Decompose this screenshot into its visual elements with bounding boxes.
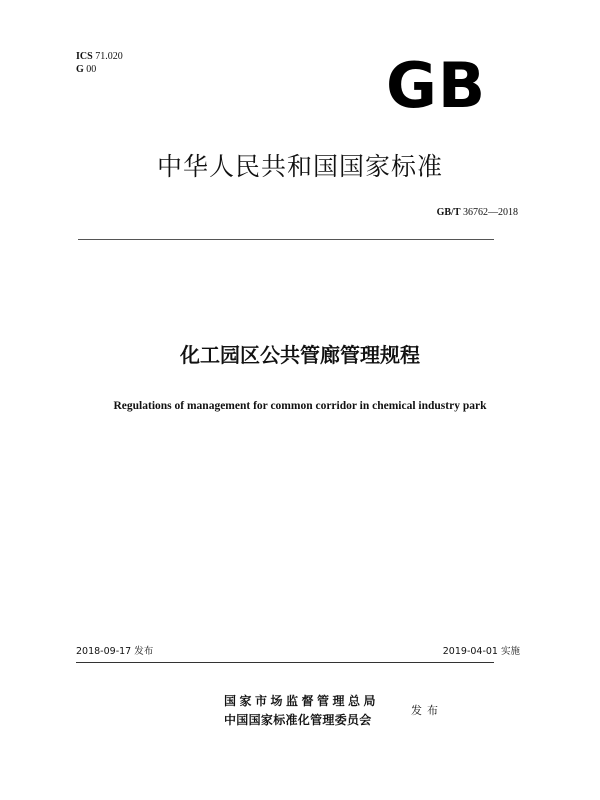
ccs-code-value: 00: [83, 64, 97, 75]
gb-logo: GB: [386, 49, 487, 122]
publish-label: 发布: [411, 704, 443, 717]
implementation-date: 2019-04-01 实施: [442, 646, 520, 657]
document-title-chinese: 化工园区公共管廊管理规程: [180, 343, 420, 367]
issue-date: 2018-09-17 发布: [76, 646, 154, 657]
top-divider: [78, 239, 494, 240]
bottom-divider: [76, 662, 494, 663]
issuing-authorities: [224, 692, 404, 730]
standard-number-prefix: GB/T: [436, 207, 461, 218]
document-title-english: Regulations of management for common corridor in chemical industry park: [113, 400, 487, 412]
issuer-sac: 中国国家标准化管理委员会: [224, 713, 372, 727]
ics-code-value: 71.020: [92, 51, 123, 62]
ccs-code: [76, 63, 123, 76]
ccs-code-label: G: [76, 64, 84, 75]
standard-number: [437, 206, 518, 220]
ics-code: [76, 50, 123, 63]
classification-codes: [76, 50, 123, 76]
issuer-samr: 国家市场监督管理总局: [224, 694, 380, 708]
standard-category-title: 中华人民共和国国家标准: [156, 152, 443, 181]
ics-code-label: ICS: [76, 51, 93, 62]
standard-number-rest: 36762—2018: [460, 207, 518, 218]
